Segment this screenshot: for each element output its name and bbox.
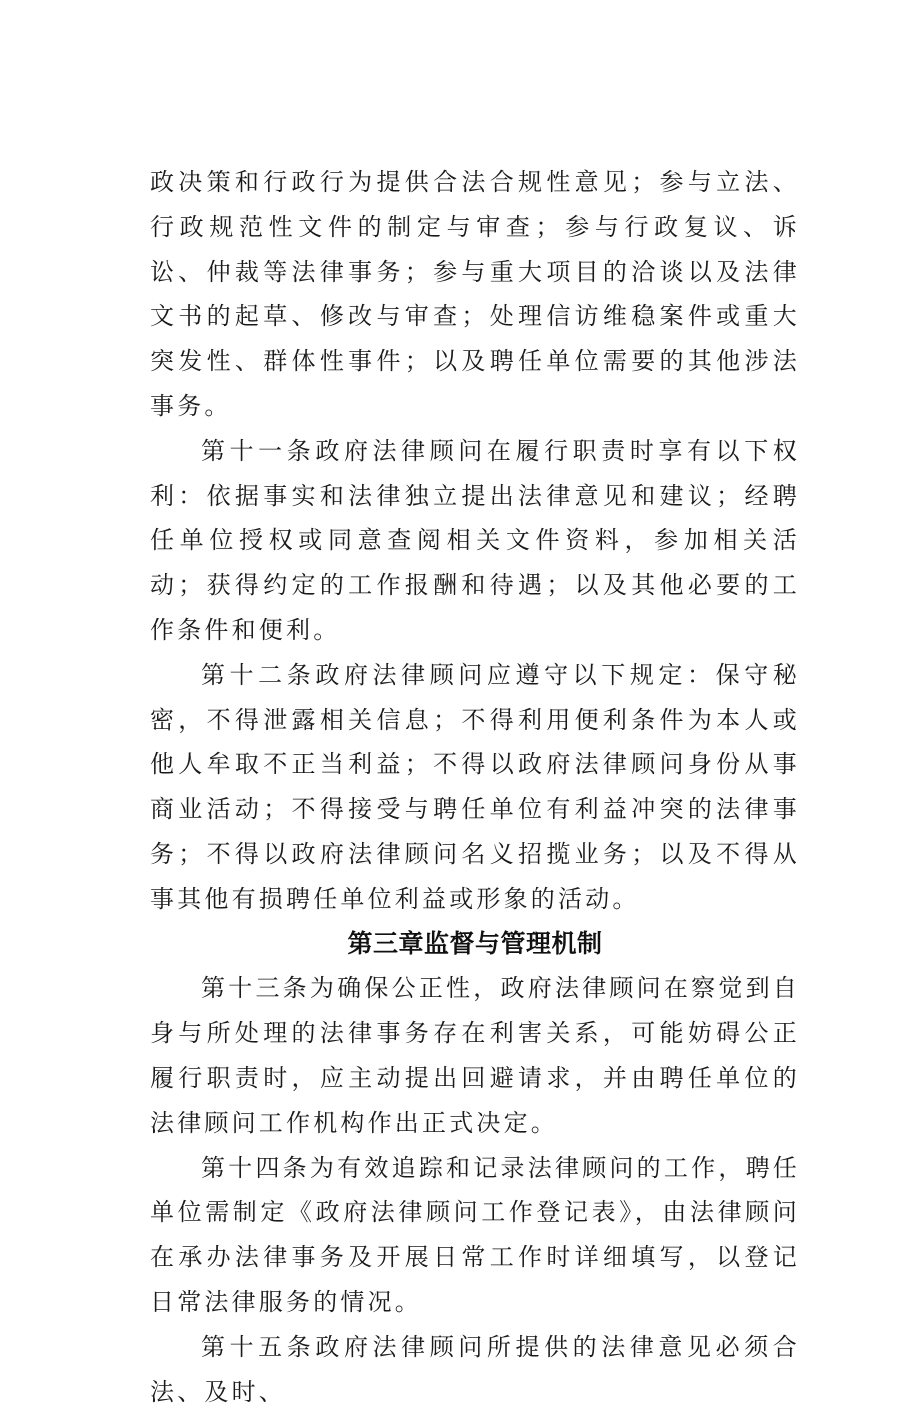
- paragraph-article-14: 第十四条为有效追踪和记录法律顾问的工作，聘任单位需制定《政府法律顾问工作登记表》，由法律顾问在承办法律事务及开展日常工作时详细填写，以登记日常法律服务的情况。: [150, 1153, 800, 1316]
- paragraph-article-13: 第十三条为确保公正性，政府法律顾问在察觉到自身与所处理的法律事务存在利害关系，可能妨碍公正履行职责时，应主动提出回避请求，并由聘任单位的法律顾问工作机构作出正式决定。: [150, 974, 800, 1137]
- chapter-title: 第三章监督与管理机制: [347, 928, 603, 958]
- paragraph-article-15: 第十五条政府法律顾问所提供的法律意见必须合法、及时、: [150, 1332, 800, 1406]
- paragraph-article-11: 第十一条政府法律顾问在履行职责时享有以下权利：依据事实和法律独立提出法律意见和建议；经聘任单位授权或同意查阅相关文件资料，参加相关活动；获得约定的工作报酬和待遇；以及其他必要的工作条件和便利。: [150, 436, 800, 644]
- paragraph-article-12: 第十二条政府法律顾问应遵守以下规定：保守秘密，不得泄露相关信息；不得利用便利条件为本人或他人牟取不正当利益；不得以政府法律顾问身份从事商业活动；不得接受与聘任单位有利益冲突的法律事务；不得以政府法律顾问名义招揽业务；以及不得从事其他有损聘任单位利益或形象的活动。: [150, 660, 800, 913]
- document-body: [150, 160, 800, 1414]
- paragraph-duties-continued: 政决策和行政行为提供合法合规性意见；参与立法、行政规范性文件的制定与审查；参与行政复议、诉讼、仲裁等法律事务；参与重大项目的洽谈以及法律文书的起草、修改与审查；处理信访维稳案件或重大突发性、群体性事件；以及聘任单位需要的其他涉法事务。: [150, 168, 800, 420]
